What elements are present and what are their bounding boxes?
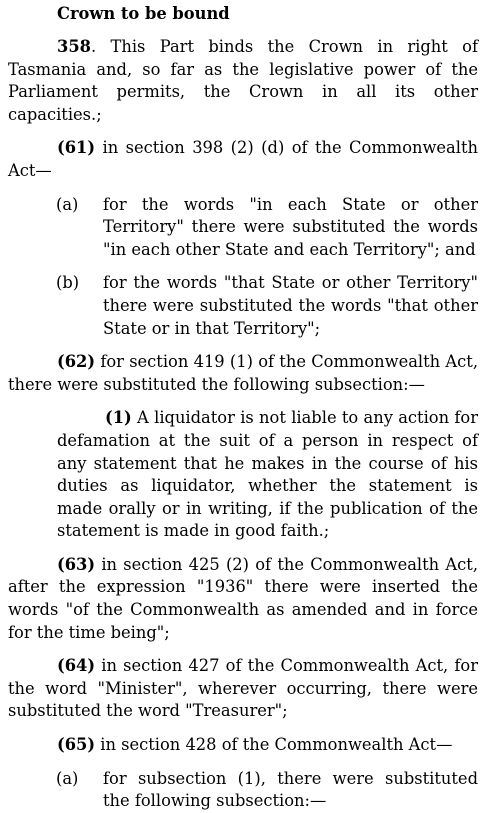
paragraph-text: in section 427 of the Commonwealth Act, for the word "Minister", wherever occurring, there were substituted the word "Treasurer";	[8, 656, 478, 721]
list-item	[8, 194, 478, 262]
item-label: (a)	[56, 194, 79, 214]
paragraph-number: (65)	[57, 735, 96, 755]
section-358	[8, 36, 478, 126]
paragraph-text: for section 419 (1) of the Commonwealth Act, there were substituted the following subsection:—	[8, 352, 478, 394]
paragraph-text: in section 425 (2) of the Commonwealth Act, after the expression "1936" there were inserted the words "of the Commonwealth as amended and in force for the time being";	[8, 554, 478, 642]
paragraph-62	[8, 351, 478, 396]
paragraph-61	[8, 137, 478, 182]
list-item	[8, 768, 478, 813]
subsection-1	[57, 407, 478, 543]
item-label: (b)	[56, 273, 80, 293]
paragraph-63	[8, 554, 478, 644]
list-item	[8, 272, 478, 340]
paragraph-number: (61)	[57, 138, 96, 158]
section-heading: Crown to be bound	[57, 4, 230, 23]
item-text: for the words "that State or other Territory" there were substituted the words "that other State or in that Territory";	[103, 273, 478, 338]
paragraph-number: (64)	[57, 656, 96, 676]
paragraph-text: in section 398 (2) (d) of the Commonwealth Act—	[8, 138, 478, 180]
document-page	[8, 0, 478, 813]
item-text: for the words "in each State or other Territory" there were substituted the words "in each other State and each Territory"; and	[103, 194, 478, 259]
section-number: 358	[57, 37, 91, 56]
item-text: for subsection (1), there were substituted the following subsection:—	[103, 768, 478, 811]
subsection-number: (1)	[105, 408, 132, 428]
paragraph-65	[8, 734, 478, 757]
item-label: (a)	[56, 768, 79, 788]
paragraph-number: (63)	[57, 554, 96, 574]
section-text: . This Part binds the Crown in right of Tasmania and, so far as the legislative power of the Parliament permits, the Crown in all its other capacities.;	[8, 37, 478, 124]
subsection-text: A liquidator is not liable to any action for defamation at the suit of a person in respect of any statement that he makes in the course of his duties as liquidator, whether the statement is made orally or in writing, if the publication of the statement is made in good faith.;	[57, 408, 478, 541]
paragraph-number: (62)	[57, 352, 96, 372]
paragraph-64	[8, 655, 478, 723]
paragraph-text: in section 428 of the Commonwealth Act—	[95, 735, 453, 755]
